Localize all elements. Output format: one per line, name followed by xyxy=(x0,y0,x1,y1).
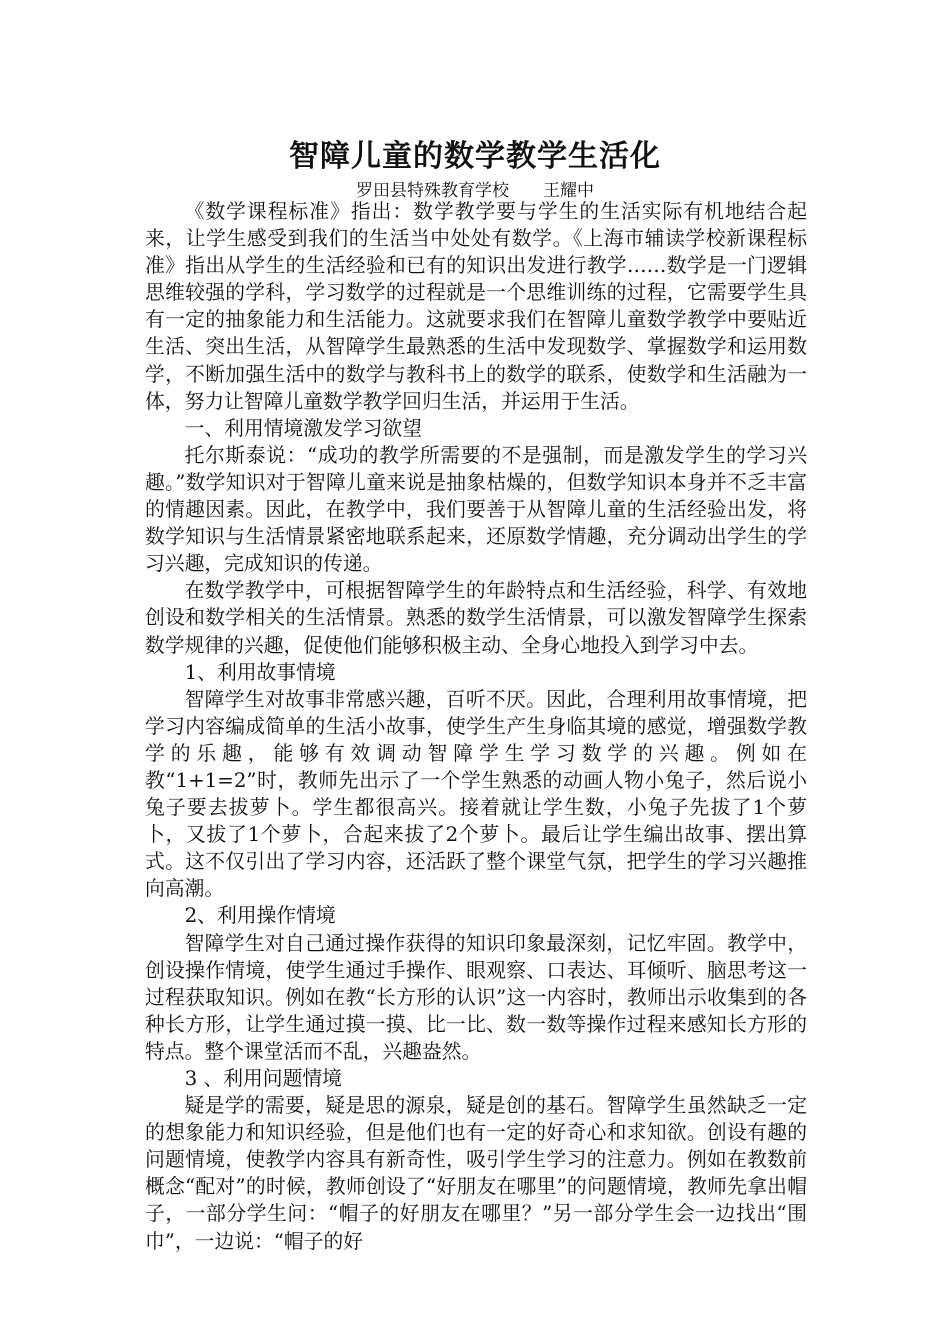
paragraph: 在数学教学中，可根据智障学生的年龄特点和生活经验，科学、有效地创设和数学相关的生活情景。熟悉的数学生活情景，可以激发智障学生探索数学规律的兴趣，促使他们能够积极主动、全身心地投入到学习中去。 xyxy=(145,579,807,657)
paragraph: 托尔斯泰说：“成功的教学所需要的不是强制，而是激发学生的学习兴趣。”数学知识对于智障儿童来说是抽象枯燥的，但数学知识本身并不乏丰富的情趣因素。因此，在教学中，我们要善于从智障儿童的生活经验出发，将数学知识与生活情景紧密地联系起来，还原数学情趣，充分调动出学生的学习兴趣，完成知识的传递。 xyxy=(145,443,807,576)
section-heading: 一、利用情境激发学习欲望 xyxy=(184,416,422,440)
section-heading: 2、利用操作情境 xyxy=(184,904,336,928)
paragraph: 智障学生对自己通过操作获得的知识印象最深刻，记忆牢固。教学中，创设操作情境，使学生通过手操作、眼观察、口表达、耳倾听、脑思考这一过程获取知识。例如在教“长方形的认识”这一内容时，教师出示收集到的各种长方形，让学生通过摸一摸、比一比、数一数等操作过程来感知长方形的特点。整个课堂活而不乱，兴趣盎然。 xyxy=(145,931,807,1063)
document-body xyxy=(145,198,807,1255)
document-title: 智障儿童的数学教学生活化 xyxy=(289,139,661,174)
section-heading: 3 、利用问题情境 xyxy=(184,1067,342,1090)
byline-school: 罗田县特殊教育学校 xyxy=(356,181,509,201)
paragraph: 疑是学的需要，疑是思的源泉，疑是创的基石。智障学生虽然缺乏一定的想象能力和知识经验，但是他们也有一定的好奇心和求知欲。创设有趣的问题情境，使教学内容具有新奇性，吸引学生学习的注意力。例如在教数前概念“配对”的时候，教师创设了“好朋友在哪里”的问题情境，教师先拿出帽子，一部分学生问：“帽子的好朋友在哪里？”另一部分学生会一边找出“围巾”，一边说：“帽子的好 xyxy=(145,1094,807,1253)
paragraph: 《数学课程标准》指出：数学教学要与学生的生活实际有机地结合起来，让学生感受到我们的生活当中处处有数学。《上海市辅读学校新课程标准》指出从学生的生活经验和已有的知识出发进行教学……数学是一门逻辑思维较强的学科，学习数学的过程就是一个思维训练的过程，它需要学生具有一定的抽象能力和生活能力。这就要求我们在智障儿童数学教学中要贴近生活、突出生活，从智障学生最熟悉的生活中发现数学、掌握数学和运用数学，不断加强生活中的数学与教科书上的数学的联系，使数学和生活融为一体，努力让智障儿童数学教学回归生活，并运用于生活。 xyxy=(145,200,807,413)
byline-author: 王耀中 xyxy=(543,181,594,201)
section-heading: 1、利用故事情境 xyxy=(184,660,336,684)
paragraph: 智障学生对故事非常感兴趣，百听不厌。因此，合理利用故事情境，把学习内容编成简单的生活小故事，使学生产生身临其境的感觉，增强数学教学的乐趣，能够有效调动智障学生学习数学的兴趣。例如在教“1+1=2”时，教师先出示了一个学生熟悉的动画人物小兔子，然后说小兔子要去拔萝卜。学生都很高兴。接着就让学生数，小兔子先拔了1个萝卜，又拔了1个萝卜，合起来拔了2个萝卜。最后让学生编出故事、摆出算式。这不仅引出了学习内容，还活跃了整个课堂气氛，把学生的学习兴趣推向高潮。 xyxy=(145,687,807,901)
